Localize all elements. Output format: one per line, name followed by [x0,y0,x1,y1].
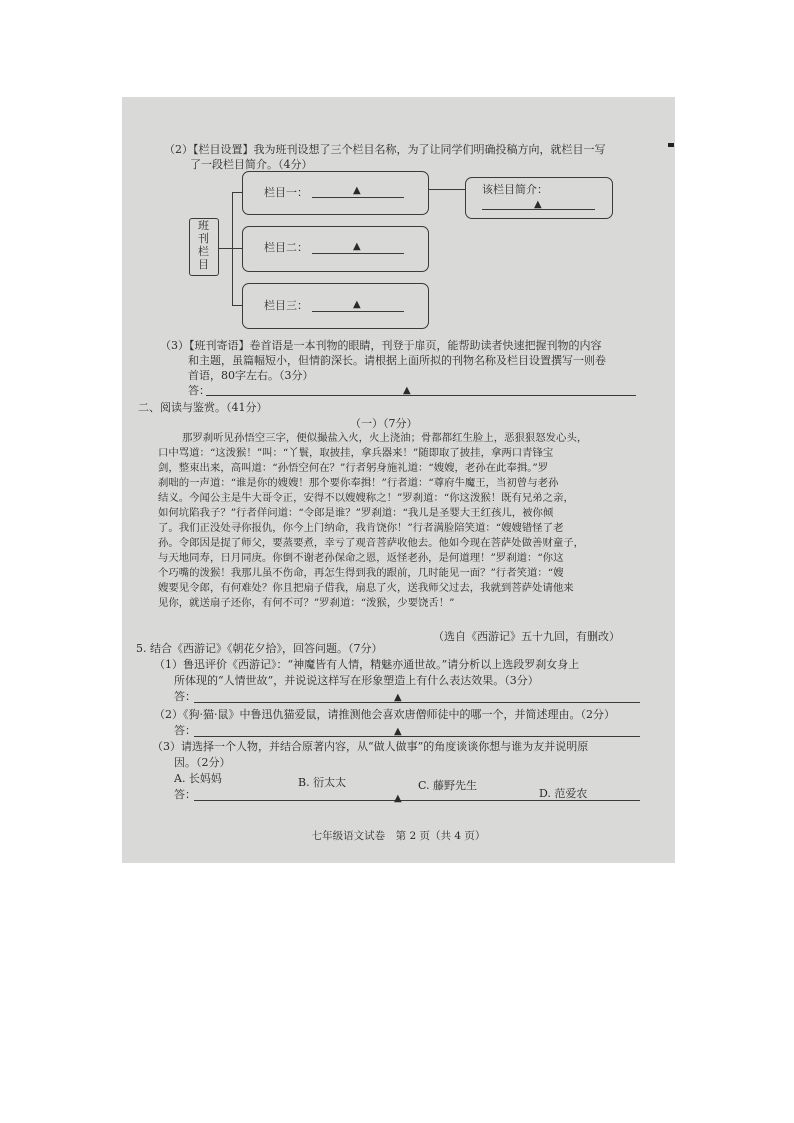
q3-line-2: 和主题，虽篇幅短小，但情韵深长。请根据上面所拟的刊物名称及栏目设置撰写一则卷 [188,354,606,367]
triangle-mark: ▲ [353,241,361,252]
root-char-2: 刊 [198,232,209,245]
intro-label: 该栏目简介： [482,183,548,196]
triangle-mark: ▲ [394,793,402,804]
triangle-mark: ▲ [394,726,402,737]
q5-2-line-1: （2）《狗·猫·鼠》中鲁迅仇猫爱鼠，请推测他会喜欢唐僧师徒中的哪一个，并简述理由。（2分） [154,708,615,721]
passage-line: 刹咄的一声道：“谁是你的嫂嫂！那个要你奉揖！”行者道：“尊府牛魔王，当初曾与老孙 [158,477,559,489]
section-2-title: 二、阅读与鉴赏。（41分） [138,401,268,414]
connector-root [218,248,232,249]
option-a: A. 长妈妈 [174,772,222,785]
q5-1-line-2: 所体现的“人情世故”，并说说这样写在形象塑造上有什么表达效果。（3分） [174,674,539,687]
q2-line-1: （2）【栏目设置】我为班刊设想了三个栏目名称，为了让同学们明确投稿方向，就栏目一写 [164,143,606,156]
answer-label: 答： [188,384,210,397]
passage-line: 孙。令郎因是捉了师父，要蒸要煮，幸亏了观音菩萨收他去。他如今现在菩萨处做善财童子， [158,537,585,549]
answer-label: 答： [174,788,196,801]
q5-1-line-1: （1）鲁迅评价《西游记》：“神魔皆有人情，精魅亦通世故。”请分析以上选段罗刹女身上 [154,658,580,671]
passage-line: 嫂要见令郎，有何难处？你且把扇子借我，扇息了火，送我师父过去，我就到菩萨处请他来 [158,582,574,594]
passage-line: 与天地同寿，日月同庚。你倒不谢老孙保命之恩，返怪老孙，是何道理！”罗刹道：“你这 [158,552,564,564]
connector-3 [232,305,242,306]
section-2-sub: （一）（7分） [350,417,418,430]
passage-line: 个巧嘴的泼猴！我那儿虽不伤命，再怎生得到我的跟前，几时能见一面？”行者笑道：“嫂 [158,567,564,579]
answer-line [194,800,640,801]
passage-line: 剑，整束出来，高叫道：“孙悟空何在？”行者躬身施礼道：“嫂嫂，老孙在此奉揖。”罗 [158,462,549,474]
connector-2 [232,248,242,249]
q3-line-1: （3）【班刊寄语】卷首语是一本刊物的眼睛，刊登于扉页，能帮助读者快速把握刊物的内容 [160,339,602,352]
q5-title: 5. 结合《西游记》《朝花夕拾》，回答问题。（7分） [136,642,383,655]
passage-line: 见你，就送扇子还你，有何不可？”罗刹道：“泼猴，少要饶舌！” [158,597,455,609]
triangle-mark: ▲ [394,692,402,703]
q2-line-2: 了一段栏目简介。（4分） [190,158,313,171]
root-char-1: 班 [198,219,209,232]
column-1-blank [312,197,404,198]
root-char-4: 目 [198,258,209,271]
passage-line: 那罗刹听见孙悟空三字，便似撮盐入火，火上浇油；骨都都红生脸上，恶狠狠怒发心头， [182,432,588,444]
q5-3-line-1: （3）请选择一个人物，并结合原著内容，从“做人做事”的角度谈谈你想与谁为友并说明原 [152,740,589,753]
column-2-label: 栏目二： [264,241,308,254]
answer-line [194,736,640,737]
q5-3-line-2: 因。（2分） [174,756,231,769]
answer-line [194,702,640,703]
option-d: D. 范爱农 [539,787,588,800]
triangle-mark: ▲ [353,185,361,196]
passage-line: 结义。今闻公主是牛大哥令正，安得不以嫂嫂称之！”罗刹道：“你这泼猴！既有兄弟之亲， [158,492,574,504]
passage-source: （选自《西游记》五十九回，有删改） [433,630,620,643]
triangle-mark: ▲ [534,199,542,210]
passage-line: 了。我们正没处寻你报仇，你今上门纳命，我肯饶你！”行者满脸陪笑道：“嫂嫂错怪了老 [158,522,564,534]
root-char-3: 栏 [198,245,209,258]
passage-line: 如何坑陷我子？”行者佯问道：“令郎是谁？”罗刹道：“我儿是圣婴大王红孩儿，被你倾 [158,507,554,519]
triangle-mark: ▲ [353,299,361,310]
option-c: C. 藤野先生 [418,779,478,792]
connector-intro [428,189,465,190]
answer-label: 答： [174,724,196,737]
exam-page [122,97,675,863]
q3-line-3: 首语，80字左右。（3分） [188,369,314,382]
option-b: B. 衍太太 [298,776,347,789]
passage-line: 口中骂道：“这泼猴！”叫：“丫鬟，取披挂，拿兵器来！”随即取了披挂，拿两口青锋宝 [158,447,554,459]
column-1-label: 栏目一： [264,186,308,199]
answer-label: 答： [174,690,196,703]
column-2-blank [312,253,404,254]
answer-line [206,395,636,396]
column-3-label: 栏目三： [264,299,308,312]
edge-mark [668,143,674,147]
column-3-blank [312,311,404,312]
connector-1 [232,192,242,193]
page-footer: 七年级语文试卷 第 2 页（共 4 页） [311,830,486,842]
triangle-mark: ▲ [403,385,411,396]
